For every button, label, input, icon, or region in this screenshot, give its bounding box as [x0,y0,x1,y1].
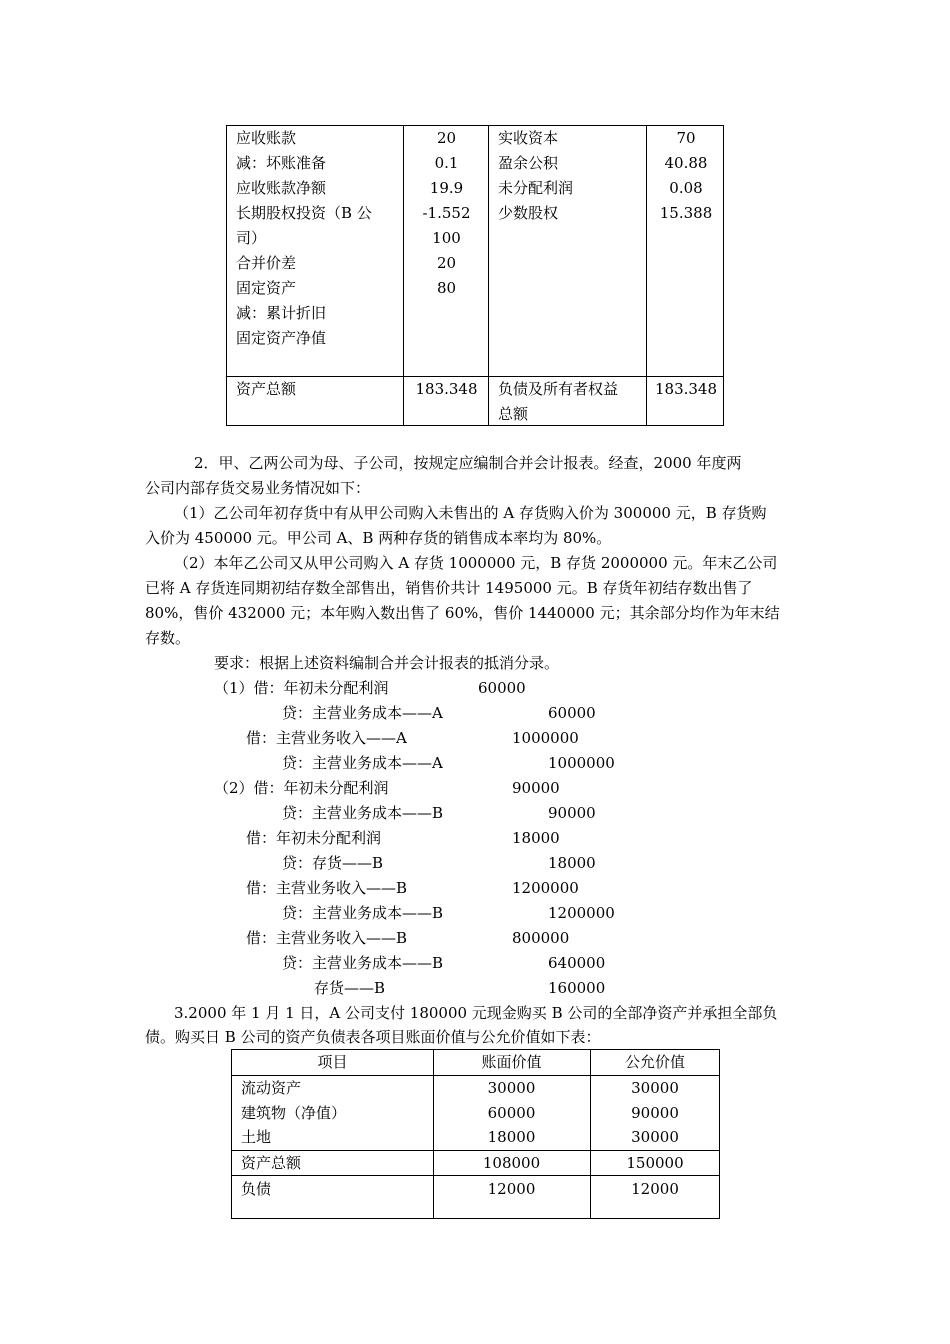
entry-text: 贷：主营业务成本——B [282,904,444,922]
table-cell: 20 [436,254,457,272]
entry-text: 借：年初未分配利润 [246,829,382,847]
table-cell: 0.08 [669,179,703,197]
table-cell: 100 [432,229,461,247]
table-cell: 30000 [487,1079,536,1097]
table-cell: 19.9 [429,179,464,197]
table-cell: 资产总额 [241,1154,302,1172]
entry-amount: 18000 [548,854,596,872]
entry-text: 贷：主营业务成本——B [282,954,444,972]
total-liabilities-value: 183.348 [654,380,718,398]
table-cell: 60000 [487,1104,536,1122]
table-cell: 12000 [487,1180,536,1198]
table-cell: 减：坏账准备 [236,154,327,172]
total-assets-value: 183.348 [415,380,478,398]
table-cell: 80 [436,279,457,297]
table1-column-equity-values [647,126,725,226]
table-cell: 12000 [631,1180,679,1198]
entry-text: 贷：主营业务成本——B [282,804,444,822]
table-cell: 未分配利润 [498,179,574,197]
entry-text: 借：主营业务收入——B [246,929,408,947]
table-cell: 少数股权 [498,204,559,222]
table-cell: 30000 [631,1079,679,1097]
entry-text: （1）借：年初未分配利润 [214,679,389,697]
table-cell: 40.88 [664,154,708,172]
table-cell: 司） [236,229,267,247]
q3-line: 3.2000 年 1 月 1 日，A 公司支付 180000 元现金购买 B 公司的全部净资产并承担全部负 [174,1004,778,1022]
label-line: 总额 [498,405,529,423]
q2-line: （1）乙公司年初存货中有从甲公司购入未售出的 A 存货购入价为 300000 元，B 存货购 [174,504,767,522]
table-cell: 建筑物（净值） [241,1104,347,1122]
balance-sheet-table [226,125,724,426]
table-cell: 20 [436,129,457,147]
table-cell: 流动资产 [241,1079,302,1097]
entry-amount: 18000 [512,829,560,847]
table-cell: 150000 [626,1154,684,1172]
total-assets-label: 资产总额 [236,380,297,398]
entry-text: 贷：主营业务成本——A [282,754,443,772]
table-cell: 90000 [631,1104,679,1122]
entry-text: （2）借：年初未分配利润 [214,779,389,797]
table-cell: 长期股权投资（B 公 [236,204,372,222]
entry-amount: 800000 [512,929,570,947]
entry-amount: 90000 [512,779,560,797]
total-liabilities-label [498,377,646,427]
table-cell: 0.1 [434,154,459,172]
table-cell: 合并价差 [236,254,297,272]
header-book-value: 账面价值 [481,1053,542,1071]
q2-line: 2．甲、乙两公司为母、子公司，按规定应编制合并会计报表。经查，2000 年度两 [194,454,742,472]
entry-amount: 1200000 [548,904,615,922]
q3-line: 债。购买日 B 公司的资产负债表各项目账面价值与公允价值如下表： [145,1028,601,1046]
table-cell: 固定资产 [236,279,297,297]
q2-line: （2）本年乙公司又从甲公司购入 A 存货 1000000 元，B 存货 2000000 元。年末乙公司 [174,554,778,572]
header-item: 项目 [317,1053,348,1071]
table-cell: -1.552 [422,204,471,222]
entry-amount: 90000 [548,804,596,822]
entry-amount: 1000000 [548,754,615,772]
table1-column-equity-items [498,126,646,226]
table-cell: 减：累计折旧 [236,304,327,322]
table-cell: 70 [676,129,696,147]
entry-text: 借：主营业务收入——B [246,879,408,897]
table-cell: 实收资本 [498,129,559,147]
table-cell: 土地 [241,1128,272,1146]
entry-text: 借：主营业务收入——A [246,729,407,747]
entry-amount: 1200000 [512,879,579,897]
header-fair-value: 公允价值 [624,1053,685,1071]
table-cell: 应收账款 [236,129,297,147]
q2-line: 80%，售价 432000 元；本年购入数出售了 60%，售价 1440000 元；其余部分均作为年末结 [145,604,780,622]
table-cell: 108000 [482,1154,541,1172]
q2-line: 存数。 [145,629,191,647]
table-cell: 18000 [487,1128,536,1146]
entry-amount: 1000000 [512,729,579,747]
entry-text: 贷：存货——B [282,854,384,872]
q2-line: 入价为 450000 元。甲公司 A、B 两种存货的销售成本率均为 80%。 [145,529,612,547]
table1-column-values [404,126,489,301]
label-line: 负债及所有者权益 [498,380,619,398]
entry-text: 存货——B [314,979,386,997]
q2-line: 公司内部存货交易业务情况如下： [145,479,371,497]
table-cell: 负债 [241,1180,272,1198]
entry-text: 贷：主营业务成本——A [282,704,443,722]
fair-value-table [231,1049,720,1219]
table-cell: 30000 [631,1128,679,1146]
q2-line: 已将 A 存货连同期初结存数全部售出，销售价共计 1495000 元。B 存货年初结存数出售了 [145,579,753,597]
q2-requirement: 要求：根据上述资料编制合并会计报表的抵消分录。 [214,654,560,672]
entry-amount: 60000 [478,679,526,697]
entry-amount: 60000 [548,704,596,722]
table-cell: 15.388 [659,204,713,222]
table-cell: 固定资产净值 [236,329,327,347]
table-cell: 应收账款净额 [236,179,327,197]
entry-amount: 160000 [548,979,606,997]
table1-column-items [236,126,404,351]
entry-amount: 640000 [548,954,606,972]
table-cell: 盈余公积 [498,154,559,172]
